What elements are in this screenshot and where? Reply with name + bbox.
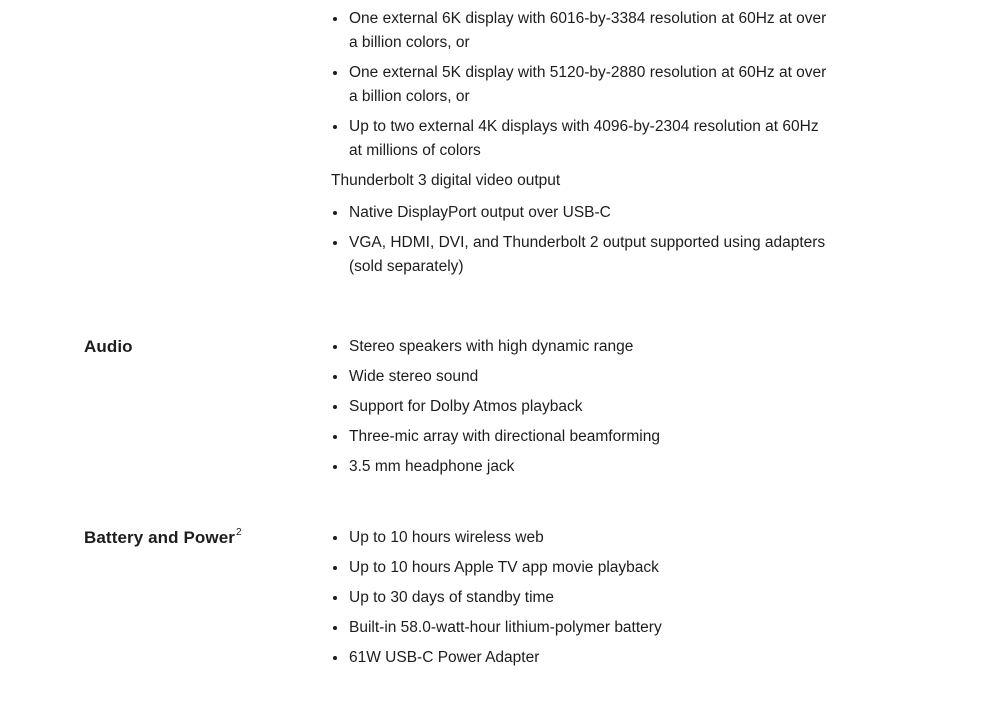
video-output-list [331,201,831,279]
video-output-heading: Thunderbolt 3 digital video output [331,172,561,189]
list-item: 3.5 mm headphone jack [331,455,831,479]
list-item: Stereo speakers with high dynamic range [331,335,831,359]
list-item: Up to 10 hours Apple TV app movie playback [331,556,831,580]
footnote-marker[interactable]: 2 [235,527,242,539]
display-support-content [331,7,831,285]
list-item: One external 6K display with 6016-by-3384 resolution at 60Hz at over a billion colors, or [331,7,831,55]
list-item: VGA, HDMI, DVI, and Thunderbolt 2 output supported using adapters (sold separately) [331,231,831,279]
list-item: Support for Dolby Atmos playback [331,395,831,419]
list-item: Up to 30 days of standby time [331,586,831,610]
battery-content [331,526,831,676]
list-item: Up to 10 hours wireless web [331,526,831,550]
audio-list [331,335,831,479]
audio-content [331,335,831,485]
battery-list [331,526,831,670]
external-display-list [331,7,831,163]
audio-label: Audio [84,337,133,356]
list-item: One external 5K display with 5120-by-2880 resolution at 60Hz at over a billion colors, or [331,61,831,109]
list-item: Up to two external 4K displays with 4096-by-2304 resolution at 60Hz at millions of colors [331,115,831,163]
list-item: 61W USB-C Power Adapter [331,646,831,670]
list-item: Wide stereo sound [331,365,831,389]
list-item: Three-mic array with directional beamforming [331,425,831,449]
list-item: Native DisplayPort output over USB-C [331,201,831,225]
battery-power-label [84,528,242,548]
battery-label-text: Battery and Power [84,528,235,547]
list-item: Built-in 58.0-watt-hour lithium-polymer battery [331,616,831,640]
